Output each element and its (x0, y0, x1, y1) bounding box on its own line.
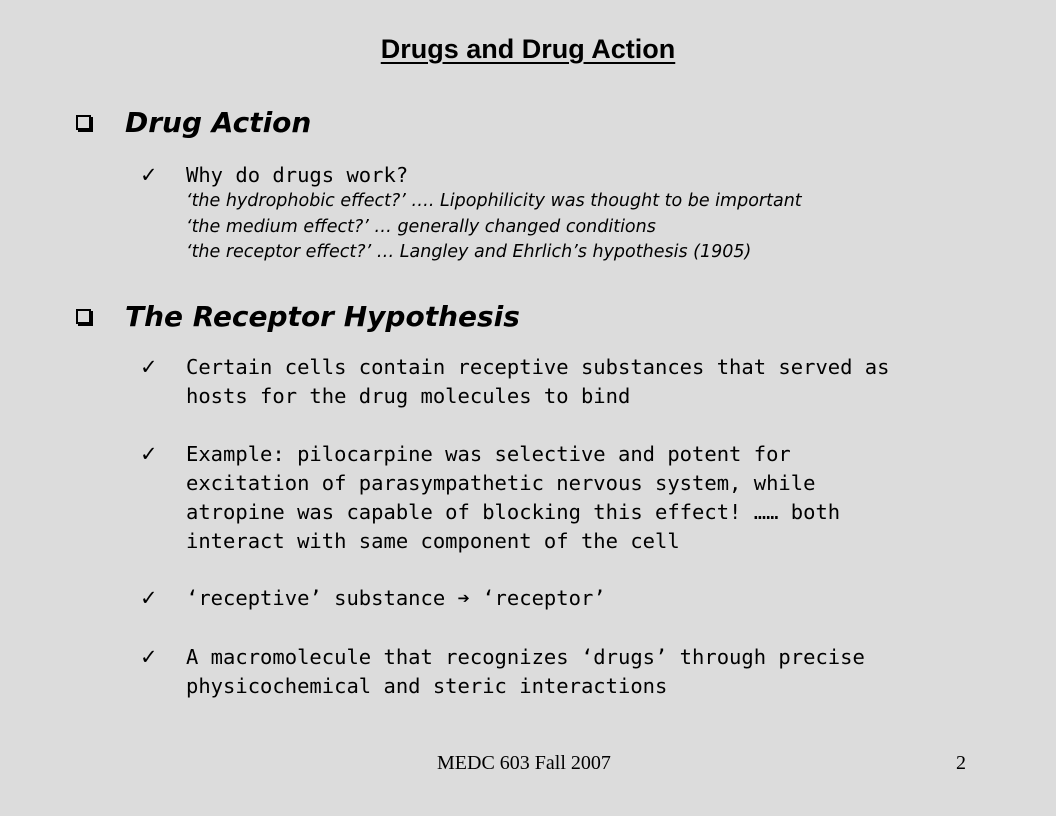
checkmark-icon: ✓ (140, 163, 158, 187)
bullet-line: ‘receptive’ substance ➔ ‘receptor’ (186, 586, 606, 610)
bullet-text: Why do drugs work? (186, 163, 409, 187)
bullet-certain-cells (140, 353, 890, 411)
slide-title: Drugs and Drug Action (380, 34, 676, 64)
footer-course: MEDC 603 Fall 2007 (437, 752, 611, 774)
bullet-why-do-drugs-work (140, 161, 408, 190)
bullet-line: physicochemical and steric interactions (186, 674, 668, 698)
checkmark-icon: ✓ (140, 442, 158, 466)
checkmark-icon: ✓ (140, 645, 158, 669)
bullet-line: excitation of parasympathetic nervous system, while (186, 471, 816, 495)
checkmark-icon: ✓ (140, 355, 158, 379)
checkmark-icon: ✓ (140, 586, 158, 610)
italic-line-hydrophobic: ‘the hydrophobic effect?’ …. Lipophilicity was thought to be important (186, 191, 802, 211)
section-heading-label: The Receptor Hypothesis (125, 300, 520, 333)
bullet-receptive-substance (140, 584, 606, 613)
bullet-macromolecule (140, 643, 865, 701)
bullet-line: hosts for the drug molecules to bind (186, 384, 631, 408)
italic-line-receptor: ‘the receptor effect?’ … Langley and Ehrlich’s hypothesis (1905) (186, 242, 752, 262)
section-heading-label: Drug Action (125, 106, 312, 139)
square-bullet-icon (76, 115, 91, 130)
footer-page-number: 2 (956, 752, 966, 774)
square-bullet-icon (76, 309, 91, 324)
bullet-line: Certain cells contain receptive substances that served as (186, 355, 890, 379)
italic-line-medium: ‘the medium effect?’ … generally changed conditions (186, 217, 656, 237)
bullet-example-pilocarpine (140, 440, 840, 556)
section-heading-drug-action (76, 106, 311, 139)
bullet-line: A macromolecule that recognizes ‘drugs’ through precise (186, 645, 865, 669)
bullet-line: Example: pilocarpine was selective and potent for (186, 442, 791, 466)
section-heading-receptor-hypothesis (76, 300, 520, 333)
bullet-line: interact with same component of the cell (186, 529, 680, 553)
bullet-line: atropine was capable of blocking this effect! …… both (186, 500, 841, 524)
